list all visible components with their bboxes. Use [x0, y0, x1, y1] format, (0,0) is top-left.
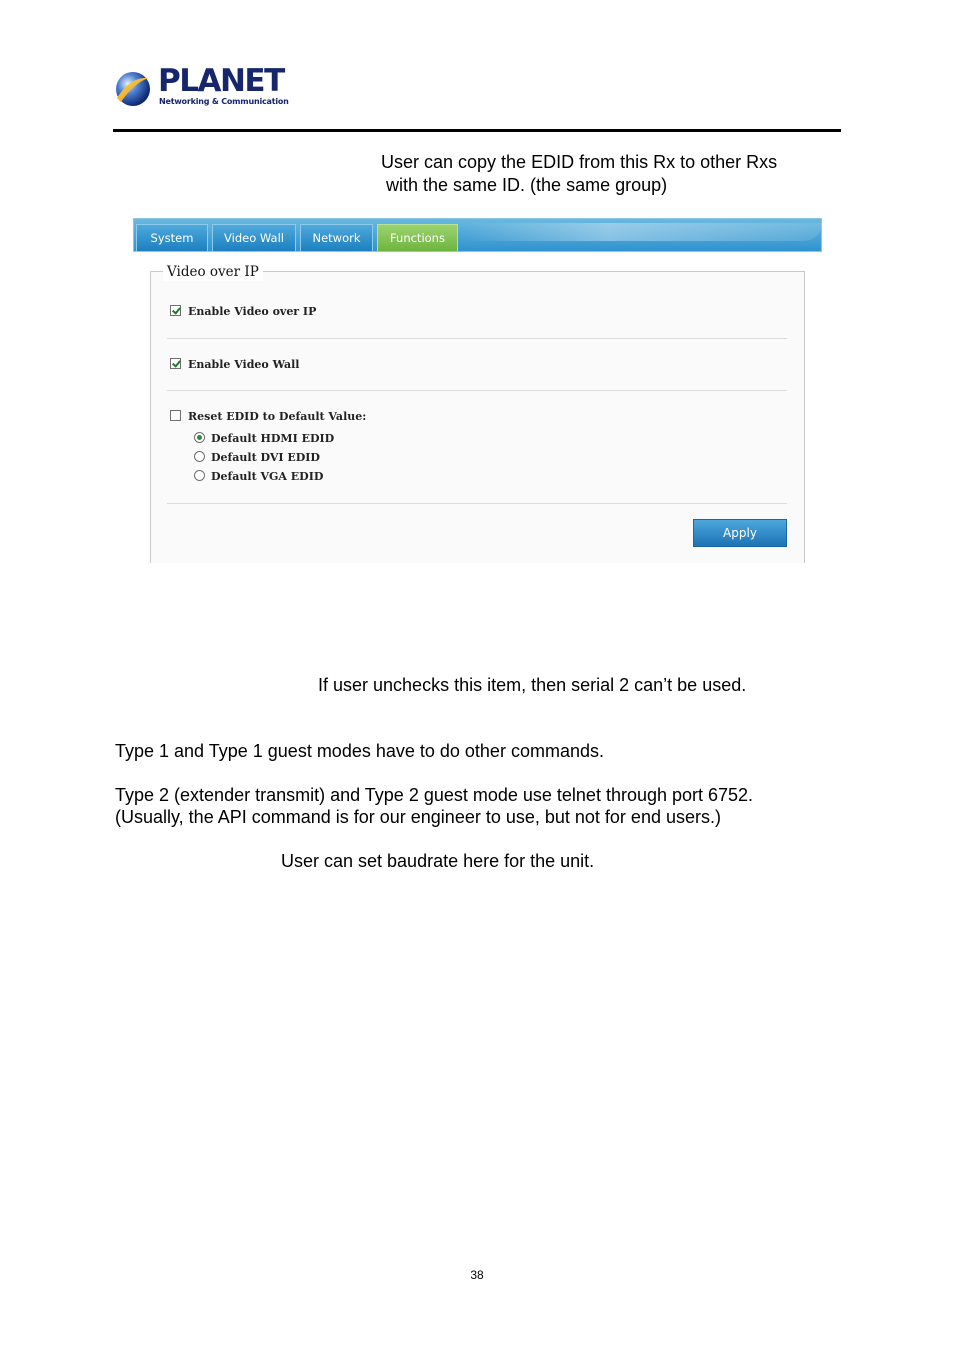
tab-video-wall[interactable]: Video Wall: [212, 224, 296, 251]
enable-video-wall-label: Enable Video Wall: [188, 358, 300, 371]
enable-video-over-ip-label: Enable Video over IP: [188, 305, 317, 318]
default-dvi-edid-label: Default DVI EDID: [211, 451, 320, 464]
type1-note: Type 1 and Type 1 guest modes have to do other commands.: [115, 741, 604, 761]
enable-video-wall-checkbox[interactable]: [170, 358, 181, 369]
default-dvi-edid-radio[interactable]: [194, 451, 205, 462]
default-vga-edid-label: Default VGA EDID: [211, 470, 324, 483]
edid-copy-description-line1: User can copy the EDID from this Rx to other Rxs: [381, 152, 778, 172]
tab-bar-highlight: [464, 223, 822, 241]
reset-edid-label: Reset EDID to Default Value:: [188, 410, 367, 423]
tab-functions[interactable]: Functions: [377, 224, 458, 251]
functions-settings-screenshot: [131, 218, 824, 563]
enable-video-over-ip-checkbox[interactable]: [170, 305, 181, 316]
serial-note: If user unchecks this item, then serial 2 can’t be used.: [318, 675, 747, 695]
apply-button[interactable]: Apply: [693, 519, 787, 547]
logo-tagline: Networking & Communication: [159, 97, 289, 106]
divider: [167, 390, 787, 391]
baudrate-note: User can set baudrate here for the unit.: [281, 851, 595, 871]
default-hdmi-edid-label: Default HDMI EDID: [211, 432, 335, 445]
divider: [167, 338, 787, 339]
default-hdmi-edid-radio[interactable]: [194, 432, 205, 443]
fieldset-legend: Video over IP: [163, 263, 263, 281]
logo-wordmark: PLANET: [158, 63, 284, 99]
default-vga-edid-radio[interactable]: [194, 470, 205, 481]
tab-system[interactable]: System: [136, 224, 208, 251]
type2-note-line2: (Usually, the API command is for our engineer to use, but not for end users.): [115, 807, 721, 827]
reset-edid-checkbox[interactable]: [170, 410, 181, 421]
tab-network[interactable]: Network: [300, 224, 373, 251]
header-divider: [113, 129, 841, 132]
globe-icon: [113, 68, 153, 108]
edid-copy-description-line2: with the same ID. (the same group): [386, 175, 668, 195]
planet-logo: [113, 63, 289, 110]
page-number: 38: [470, 1268, 484, 1282]
type2-note-line1: Type 2 (extender transmit) and Type 2 guest mode use telnet through port 6752.: [115, 785, 754, 805]
divider: [167, 503, 787, 504]
